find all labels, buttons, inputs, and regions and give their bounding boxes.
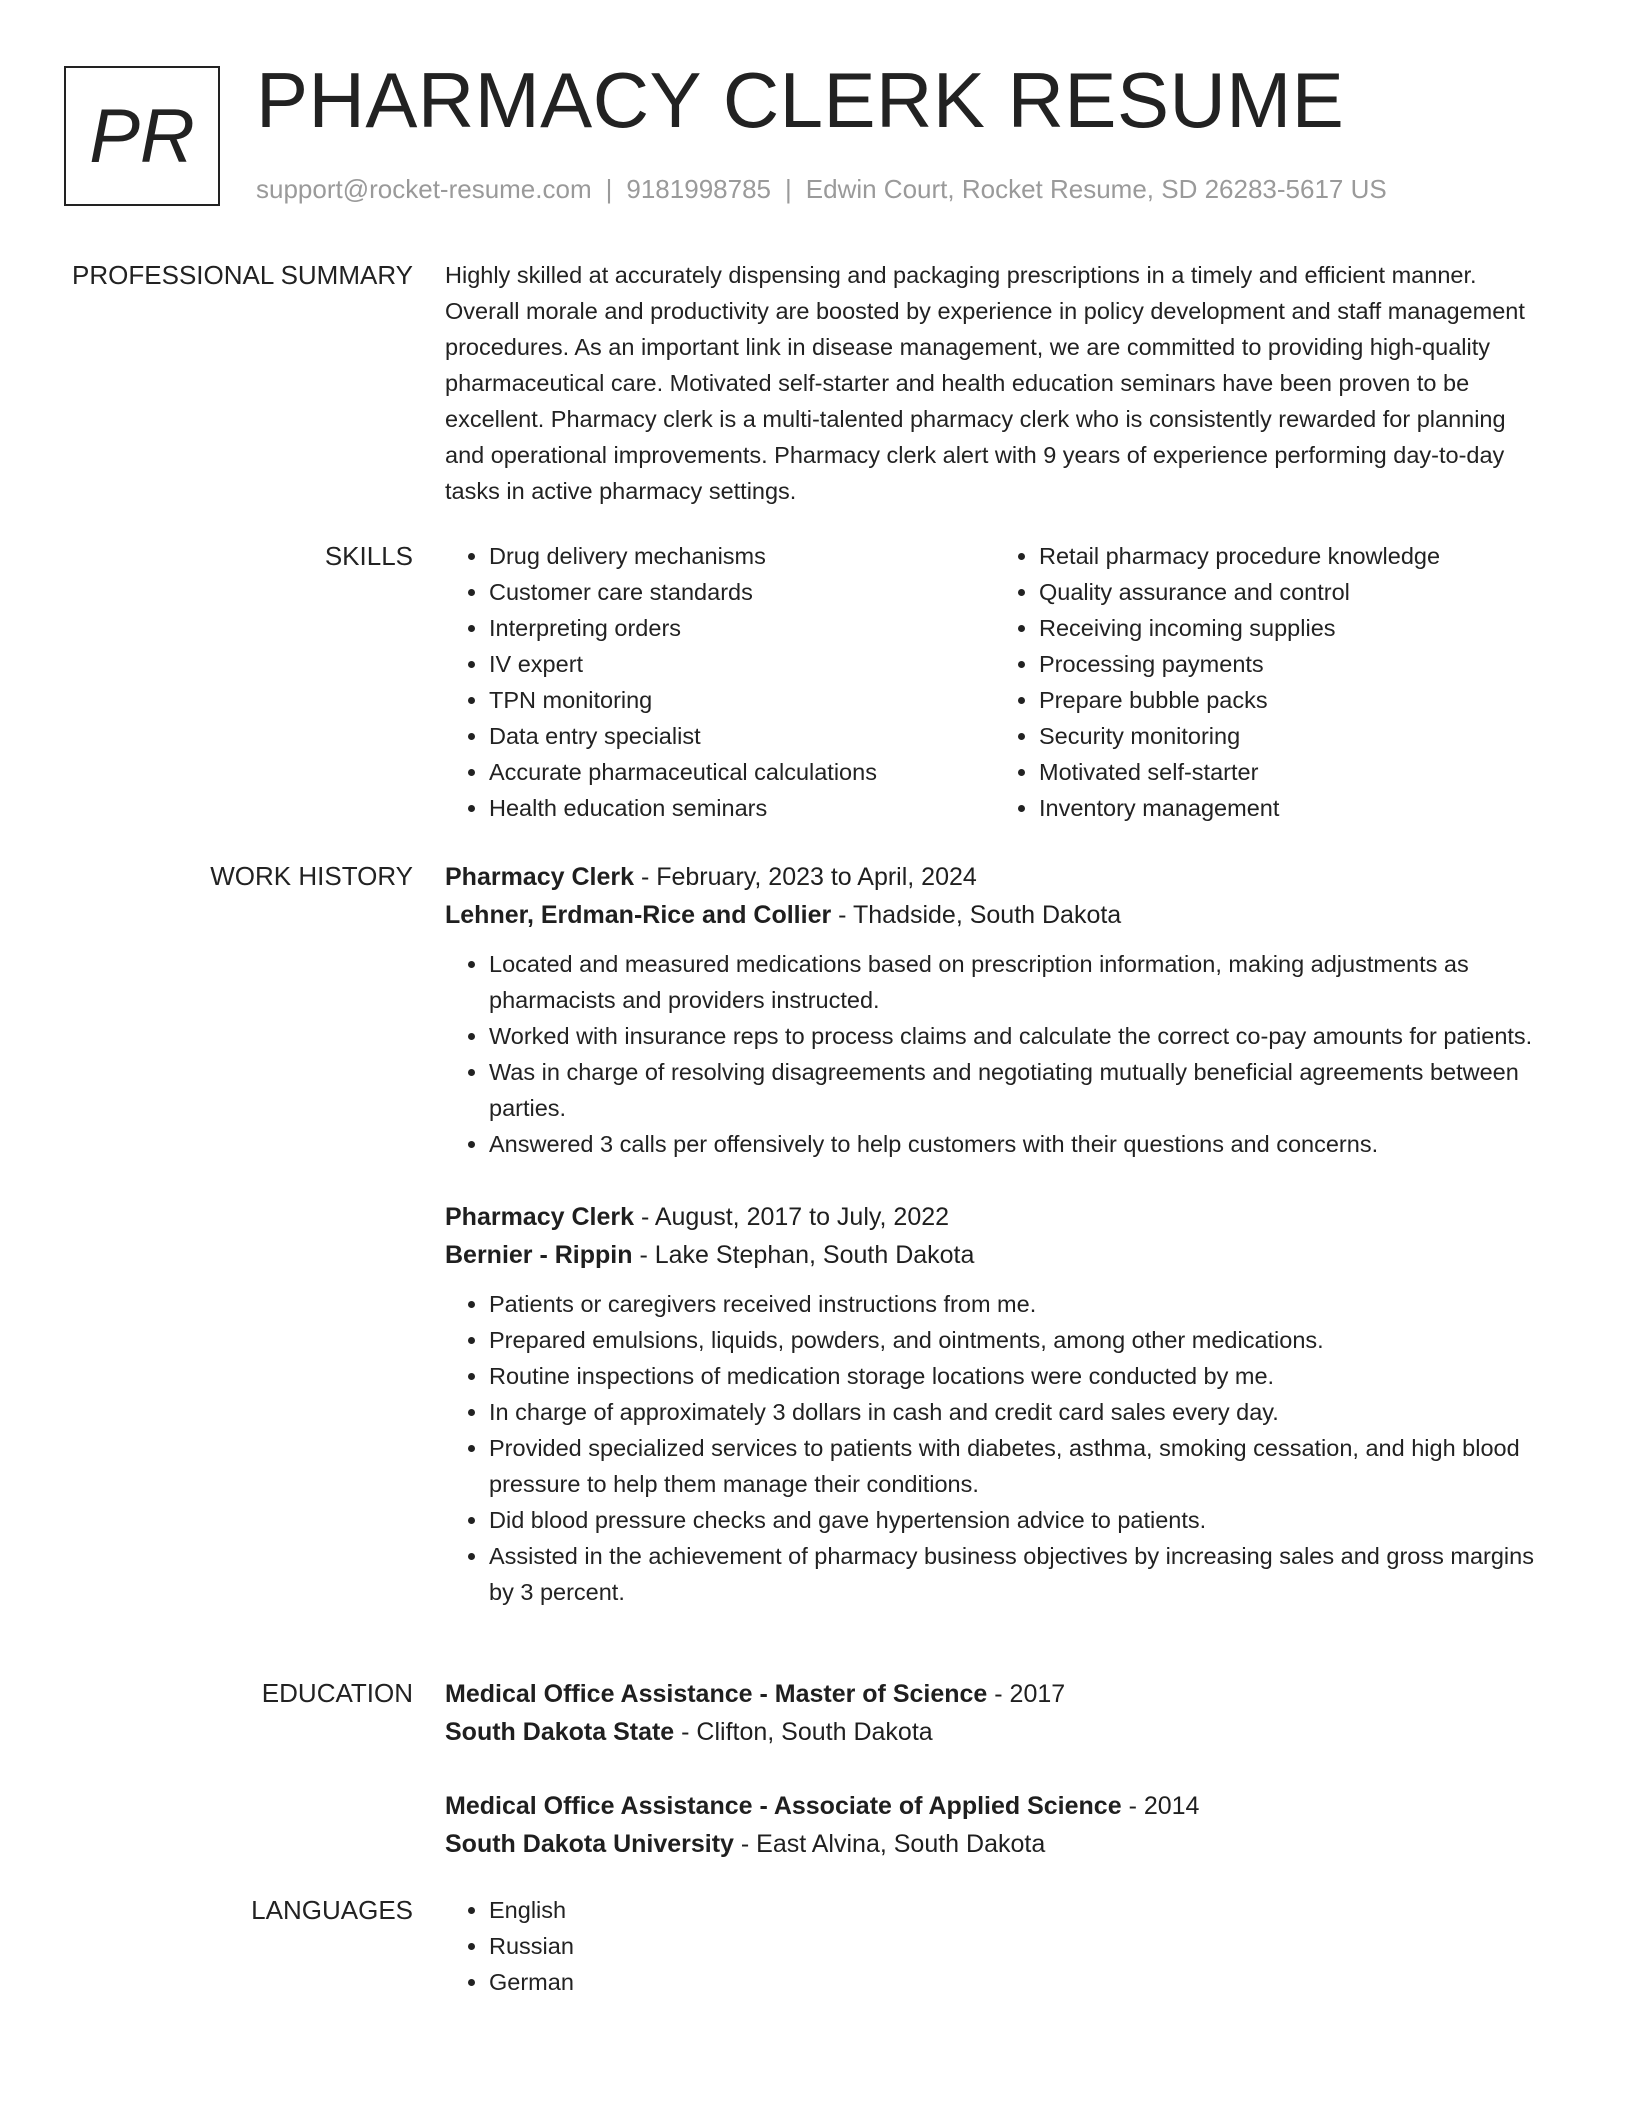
skill-item: • Data entry specialist xyxy=(489,718,995,754)
job-title-line xyxy=(445,1198,1545,1236)
school-line xyxy=(445,1825,1545,1863)
job-duty: • Provided specialized services to patients with diabetes, asthma, smoking cessation, and high blood pressure to help them manage their conditions. xyxy=(489,1430,1545,1502)
job-company-line xyxy=(445,896,1545,934)
language-item: • English xyxy=(489,1892,1545,1928)
skill-item: • Interpreting orders xyxy=(489,610,995,646)
job-title: Pharmacy Clerk xyxy=(445,863,635,891)
job-title-line xyxy=(445,858,1545,896)
skill-item: • Prepare bubble packs xyxy=(1039,682,1545,718)
skill-item: • Inventory management xyxy=(1039,790,1545,826)
school-line xyxy=(445,1713,1545,1751)
languages-heading: LANGUAGES xyxy=(251,1895,413,1925)
job-entry xyxy=(445,858,1545,1162)
degree-line xyxy=(445,1787,1545,1825)
degree-year: - 2017 xyxy=(987,1680,1066,1708)
contact-separator: | xyxy=(785,174,792,204)
degree: Medical Office Assistance - Associate of Applied Science xyxy=(445,1792,1122,1820)
summary-text: Highly skilled at accurately dispensing and packaging prescriptions in a timely and efficient manner. Overall morale and productivity are boosted by experience in policy development and staff management procedures. As an important link in disease management, we are committed to providing high-quality pharmaceutical care. Motivated self-starter and health education seminars have been proven to be excellent. Pharmacy clerk is a multi-talented pharmacy clerk who is consistently rewarded for planning and operational improvements. Pharmacy clerk alert with 9 years of experience performing day-to-day tasks in active pharmacy settings. xyxy=(445,262,1525,504)
degree-year: - 2014 xyxy=(1121,1792,1200,1820)
school-location: - East Alvina, South Dakota xyxy=(733,1830,1046,1858)
work-history-heading: WORK HISTORY xyxy=(210,861,413,891)
job-duty: • Patients or caregivers received instructions from me. xyxy=(489,1286,1545,1322)
skills-list-left xyxy=(445,538,995,826)
job-duty: • Was in charge of resolving disagreements and negotiating mutually beneficial agreements between parties. xyxy=(489,1054,1545,1126)
job-dates: - August, 2017 to July, 2022 xyxy=(634,1203,950,1231)
skill-item: • Drug delivery mechanisms xyxy=(489,538,995,574)
job-duty: • Located and measured medications based on prescription information, making adjustments as pharmacists and providers instructed. xyxy=(489,946,1545,1018)
initials-logo: PR xyxy=(64,66,220,206)
skills-list-right xyxy=(995,538,1545,826)
job-duty: • In charge of approximately 3 dollars in cash and credit card sales every day. xyxy=(489,1394,1545,1430)
job-duty: • Prepared emulsions, liquids, powders, and ointments, among other medications. xyxy=(489,1322,1545,1358)
job-duties-list xyxy=(445,946,1545,1162)
skill-item: • Accurate pharmaceutical calculations xyxy=(489,754,995,790)
education-entry xyxy=(445,1787,1545,1863)
skill-item: • Security monitoring xyxy=(1039,718,1545,754)
education-entry xyxy=(445,1675,1545,1751)
skill-item: • Processing payments xyxy=(1039,646,1545,682)
skill-item: • Retail pharmacy procedure knowledge xyxy=(1039,538,1545,574)
job-title: Pharmacy Clerk xyxy=(445,1203,635,1231)
job-duty: • Worked with insurance reps to process claims and calculate the correct co-pay amounts for patients. xyxy=(489,1018,1545,1054)
contact-line xyxy=(256,174,1387,205)
school-location: - Clifton, South Dakota xyxy=(674,1718,933,1746)
skills-heading: SKILLS xyxy=(324,541,413,571)
school: South Dakota State xyxy=(445,1718,675,1746)
job-duty: • Routine inspections of medication storage locations were conducted by me. xyxy=(489,1358,1545,1394)
job-company-line xyxy=(445,1236,1545,1274)
job-duty: • Answered 3 calls per offensively to help customers with their questions and concerns. xyxy=(489,1126,1545,1162)
job-location: - Lake Stephan, South Dakota xyxy=(632,1241,975,1269)
contact-email[interactable]: support@rocket-resume.com xyxy=(256,174,592,204)
degree-line xyxy=(445,1675,1545,1713)
job-company: Lehner, Erdman-Rice and Collier xyxy=(445,901,832,929)
education-heading: EDUCATION xyxy=(261,1678,413,1708)
languages-list xyxy=(445,1892,1545,2000)
skill-item: • Receiving incoming supplies xyxy=(1039,610,1545,646)
skill-item: • Health education seminars xyxy=(489,790,995,826)
resume-title: PHARMACY CLERK RESUME xyxy=(256,56,1345,144)
job-entry xyxy=(445,1198,1545,1610)
job-duties-list xyxy=(445,1286,1545,1610)
job-dates: - February, 2023 to April, 2024 xyxy=(634,863,977,891)
language-item: • Russian xyxy=(489,1928,1545,1964)
degree: Medical Office Assistance - Master of Science xyxy=(445,1680,988,1708)
skill-item: • TPN monitoring xyxy=(489,682,995,718)
skill-item: • Customer care standards xyxy=(489,574,995,610)
contact-phone[interactable]: 9181998785 xyxy=(626,174,771,204)
skill-item: • Motivated self-starter xyxy=(1039,754,1545,790)
school: South Dakota University xyxy=(445,1830,734,1858)
contact-address: Edwin Court, Rocket Resume, SD 26283-5617 US xyxy=(805,174,1387,204)
job-company: Bernier - Rippin xyxy=(445,1241,633,1269)
job-location: - Thadside, South Dakota xyxy=(831,901,1122,929)
job-duty: • Assisted in the achievement of pharmacy business objectives by increasing sales and gross margins by 3 percent. xyxy=(489,1538,1545,1610)
job-duty: • Did blood pressure checks and gave hypertension advice to patients. xyxy=(489,1502,1545,1538)
skill-item: • Quality assurance and control xyxy=(1039,574,1545,610)
skill-item: • IV expert xyxy=(489,646,995,682)
summary-heading: PROFESSIONAL SUMMARY xyxy=(72,260,413,290)
language-item: • German xyxy=(489,1964,1545,2000)
contact-separator: | xyxy=(605,174,613,204)
